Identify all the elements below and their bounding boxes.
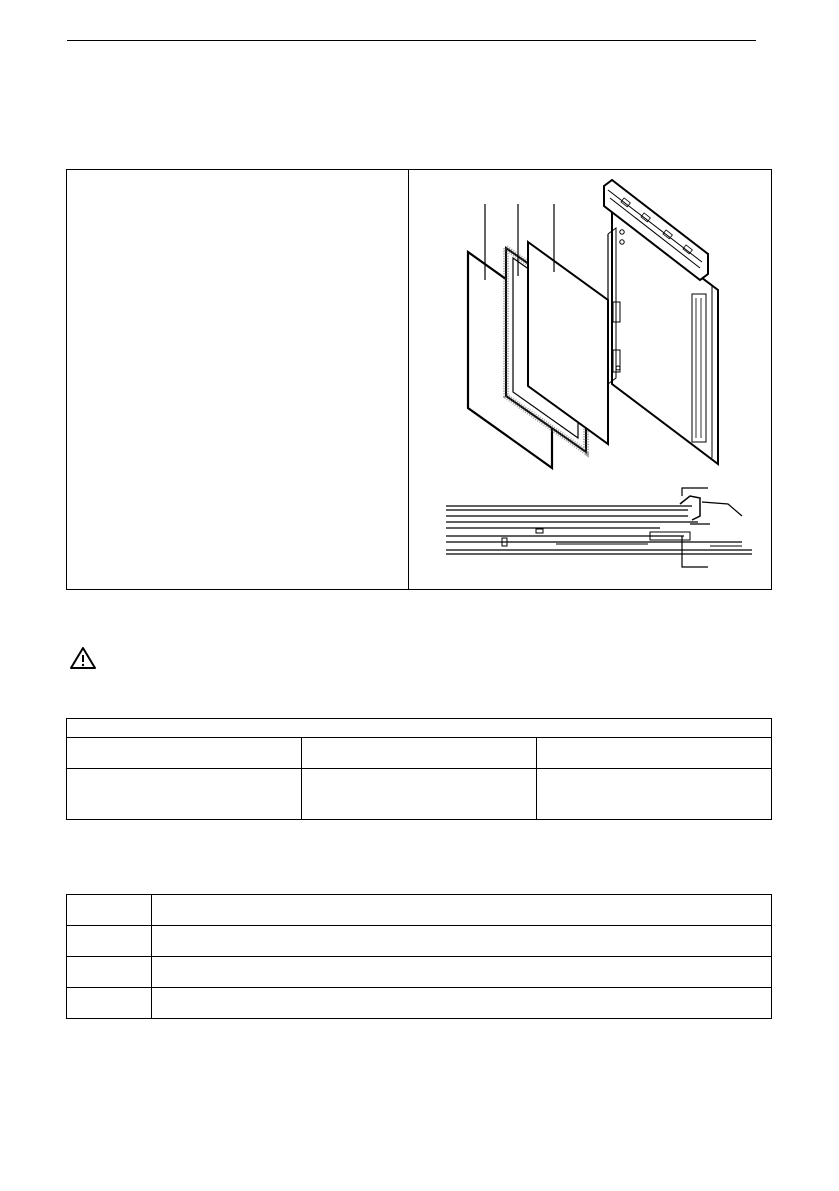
door-glass-exploded-illustration xyxy=(412,172,768,588)
legend-key xyxy=(67,957,152,988)
instruction-divider xyxy=(408,169,409,590)
type-table-cell xyxy=(67,769,302,820)
type-table-title xyxy=(67,719,772,738)
legend-value xyxy=(152,926,772,957)
callout-leader-6 xyxy=(682,536,708,567)
legend-table xyxy=(66,894,772,1019)
callout-leader-4 xyxy=(682,488,708,496)
type-table-header xyxy=(302,738,537,769)
legend-row xyxy=(67,926,772,957)
header-rule xyxy=(67,40,756,41)
door-cross-section xyxy=(446,496,752,554)
legend-value xyxy=(152,895,772,926)
legend-row xyxy=(67,957,772,988)
legend-row xyxy=(67,895,772,926)
legend-value xyxy=(152,957,772,988)
legend-key xyxy=(67,988,152,1019)
legend-row xyxy=(67,988,772,1019)
legend-key xyxy=(67,895,152,926)
type-table-cell xyxy=(302,769,537,820)
warning-triangle-icon xyxy=(69,646,97,670)
type-table-cell xyxy=(537,769,772,820)
legend-key xyxy=(67,926,152,957)
legend-value xyxy=(152,988,772,1019)
type-table-header xyxy=(537,738,772,769)
type-table-header xyxy=(67,738,302,769)
glass-type-table xyxy=(66,718,772,820)
